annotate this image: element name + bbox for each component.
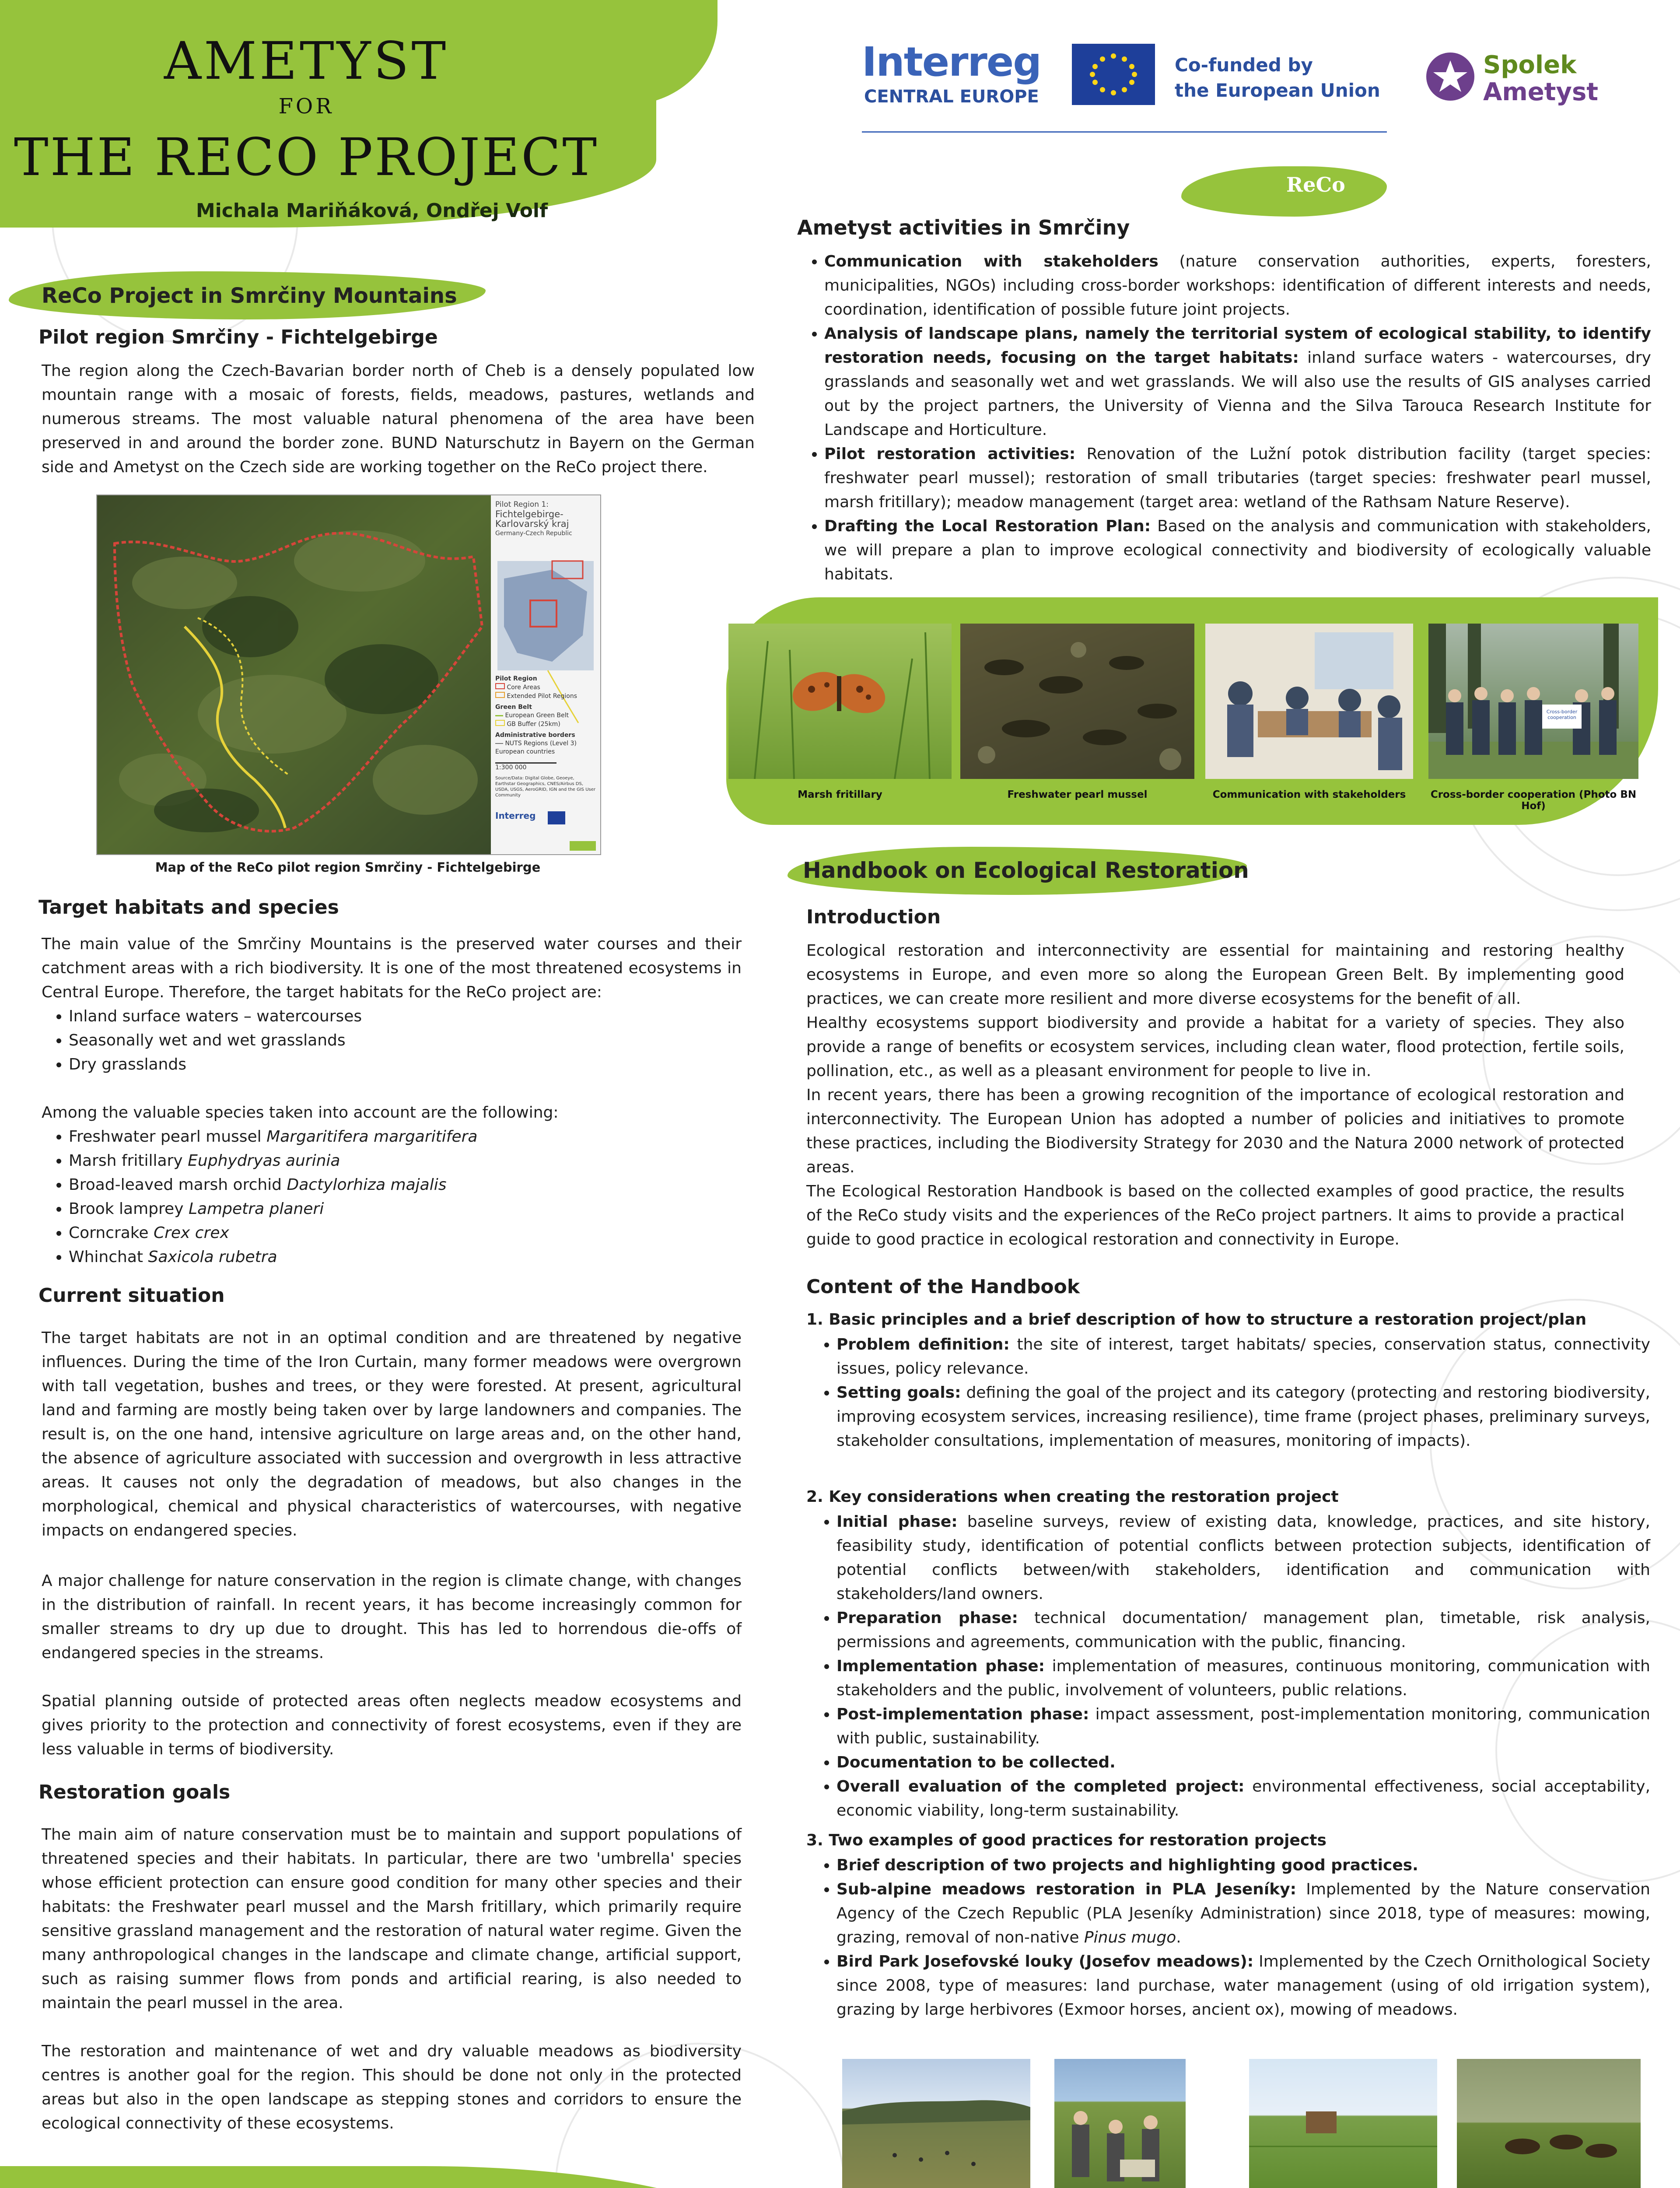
map-eu-flag-icon	[548, 811, 565, 824]
activities-list	[797, 249, 1651, 586]
map-caption: Map of the ReCo pilot region Smrčiny - Fichtelgebirge	[155, 860, 541, 875]
pilot-heading: Pilot region Smrčiny - Fichtelgebirge	[38, 326, 438, 348]
species-intro: Among the valuable species taken into account are the following:	[42, 1104, 559, 1122]
photo-cross-border-cooperation	[1428, 624, 1638, 779]
list-item: • Brook lamprey Lampetra planeri	[69, 1197, 769, 1221]
photo-communication-stakeholders	[1205, 624, 1413, 779]
current-p3: Spatial planning outside of protected areas often neglects meadow ecosystems and gives priority to the protection and connectivity of forest ecosystems, even if they are less valuable in terms of biodiversity.	[42, 1692, 742, 1758]
banner-text: Cross-border cooperation	[1546, 709, 1578, 720]
content-c2-heading: 2. Key considerations when creating the restoration project	[806, 1488, 1339, 1506]
list-item: • Corncrake Crex crex	[69, 1221, 769, 1245]
goals-p2: The restoration and maintenance of wet and dry valuable meadows as biodiversity centres is another goal for the region. This should be done not only in the protected areas but also in the open landscape as stepping stones and corridors to ensure the ecological connectivity of these ecosystems.	[42, 2042, 742, 2132]
photo-jeseniky-people	[1054, 2059, 1186, 2188]
authors: Michala Mariňáková, Ondřej Volf	[196, 200, 548, 222]
list-item: • Whinchat Saxicola rubetra	[69, 1245, 769, 1269]
handbook-heading: Handbook on Ecological Restoration	[803, 858, 1249, 883]
list-item: • Freshwater pearl mussel Margaritifera margaritifera	[69, 1125, 769, 1149]
list-item: • Dry grasslands	[69, 1052, 769, 1076]
photo-freshwater-pearl-mussel	[960, 624, 1194, 779]
photo-josefov-horses	[1457, 2059, 1641, 2188]
intro-p1: Ecological restoration and interconnectivity are essential for maintaining and restoring healthy ecosystems in Europe, and even more so along the European Green Belt. By implementing good practices, we can create more resilient and more diverse ecosystems for the benefit of all.	[806, 942, 1624, 1008]
list-item: • Inland surface waters – watercourses	[69, 1004, 769, 1028]
list-item: • Problem definition: the site of interest, target habitats/ species, conservation status, connectivity issues, policy relevance.	[836, 1332, 1650, 1381]
map-legend-title: Pilot Region 1: Fichtelgebirge- Karlovarský kraj Germany-Czech Republic	[495, 500, 572, 537]
content-c1-heading: 1. Basic principles and a brief description of how to structure a restoration project/plan	[806, 1311, 1587, 1329]
current-p2: A major challenge for nature conservation in the region is climate change, with changes in the distribution of rainfall. In recent years, it has become increasingly common for smaller streams to dry up due to drought. This has led to horrendous die-offs of endangered species in the streams.	[42, 1572, 742, 1662]
title-line2: FOR	[278, 94, 334, 119]
activities-heading: Ametyst activities in Smrčiny	[797, 216, 1130, 239]
content-c3-list	[809, 1853, 1650, 2022]
title-line3: THE RECO PROJECT	[14, 127, 599, 187]
list-item: • Sub-alpine meadows restoration in PLA Jeseníky: Implemented by the Nature conservation Agency of the Czech Republic (PLA Jeseníky Administration) since 2018, type of measures: mowing, grazing, removal of non-native Pinus mugo.	[836, 1877, 1650, 1950]
photo-josefov-meadow	[1249, 2059, 1437, 2188]
content-heading: Content of the Handbook	[806, 1276, 1080, 1298]
interreg-region: CENTRAL EUROPE	[864, 87, 1039, 107]
species-list	[42, 1125, 769, 1269]
list-item: • Implementation phase: implementation of measures, continuous monitoring, communication with stakeholders and the public, involvement of volunteers, public relations.	[836, 1654, 1650, 1702]
pilot-region-map	[96, 494, 601, 855]
content-c3-heading: 3. Two examples of good practices for restoration projects	[806, 1831, 1326, 1849]
goals-heading: Restoration goals	[38, 1781, 231, 1803]
list-item: • Communication with stakeholders (nature conservation authorities, experts, foresters, municipalities, NGOs) including cross-border workshops: identification of different interests and needs, coordination, identification of possible future joint projects.	[824, 249, 1651, 322]
list-item: • Brief description of two projects and highlighting good practices.	[836, 1853, 1650, 1877]
map-interreg-mini: Interreg	[495, 810, 536, 821]
content-c1-list	[809, 1332, 1650, 1453]
photo-caption: Communication with stakeholders	[1212, 789, 1406, 800]
photo-caption: Freshwater pearl mussel	[1007, 789, 1148, 800]
map-legend: Pilot Region Core Areas Extended Pilot Regions Green Belt European Green Belt GB Buffer (25km) Administrative borders NUTS Regions (Level 3) European countries 1:300 000 Source/Data: Digital Globe, Geoeye, Earthstar Geographics, CNES/Airbus DS, USDA, USGS, AeroGRID, IGN and the GIS User Community	[495, 675, 595, 798]
eu-flag-icon	[1072, 44, 1155, 105]
list-item: • Bird Park Josefovské louky (Josefov meadows): Implemented by the Czech Ornithological Society since 2008, type of measures: land purchase, water management (using of old irrigation system), grazing by large herbivores (Exmoor horses, ancient ox), mowing of meadows.	[836, 1950, 1650, 2022]
intro-heading: Introduction	[806, 906, 941, 928]
list-item: • Seasonally wet and wet grasslands	[69, 1028, 769, 1052]
intro-p2: Healthy ecosystems support biodiversity and provide a habitat for a variety of species. They also provide a range of benefits or ecosystem services, including clean water, flood protection, fertile soils, pollination, etc., as well as a pleasant environment for people to live in.	[806, 1014, 1624, 1080]
header-divider	[862, 131, 1387, 133]
map-green-tag	[570, 841, 596, 851]
target-text: The main value of the Smrčiny Mountains is the preserved water courses and their catchment areas with a rich biodiversity. It is one of the most threatened ecosystems in Central Europe. Therefore, the target habitats for the ReCo project are:	[42, 935, 742, 1001]
title-line1: AMETYST	[164, 31, 449, 91]
current-heading: Current situation	[38, 1284, 225, 1307]
ametyst-logo-icon	[1426, 53, 1474, 101]
list-item: • Drafting the Local Restoration Plan: Based on the analysis and communication with stakeholders, we will prepare a plan to improve ecological connectivity and biodiversity of ecologically valuable habitats.	[824, 514, 1651, 586]
habitat-list	[42, 1004, 769, 1076]
goals-p1: The main aim of nature conservation must be to maintain and support populations of threatened species and their habitats. In particular, there are two 'umbrella' species whose efficient protection can ensure good condition for many other species and their habitats: the Freshwater pearl mussel and the Marsh fritillary, which primarily require sensitive grassland management and the restoration of natural water regime. Given the many anthropological changes in the landscape and climate change, artificial support, such as raising summer flows from ponds and artificial rearing, is also needed to maintain the pearl mussel in the area.	[42, 1826, 742, 2012]
list-item: • Post-implementation phase: impact assessment, post-implementation monitoring, communication with public, sustainability.	[836, 1702, 1650, 1750]
list-item: • Initial phase: baseline surveys, review of existing data, knowledge, practices, and site history, feasibility study, identification of potential conflicts between protection subjects, identification of potential conflicts between/with stakeholders, identification and communication with stakeholders/land owners.	[836, 1510, 1650, 1606]
target-heading: Target habitats and species	[38, 896, 339, 919]
photo-caption: Marsh fritillary	[798, 789, 882, 800]
list-item: • Setting goals: defining the goal of the project and its category (protecting and restoring biodiversity, improving ecosystem services, increasing resilience), time frame (project phases, preliminary surveys, stakeholder consultations, implementation of measures, monitoring of impacts).	[836, 1381, 1650, 1453]
list-item: • Overall evaluation of the completed project: environmental effectiveness, social acceptability, economic viability, long-term sustainability.	[836, 1774, 1650, 1823]
current-p1: The target habitats are not in an optimal condition and are threatened by negative influences. During the time of the Iron Curtain, many former meadows were overgrown with tall vegetation, bushes and trees, or they were forested. At present, agricultural land and farming are mostly being taken over by large landowners and companies. The result is, on the one hand, intensive agriculture on large areas and, on the other hand, the absence of agriculture associated with succession and overgrowth in less attractive areas. It causes not only the degradation of meadows, but also changes in the morphological, chemical and physical characteristics of watercourses, with negative impacts on endangered species.	[42, 1329, 742, 1539]
list-item: • Analysis of landscape plans, namely the territorial system of ecological stability, to identify restoration needs, focusing on the target habitats: inland surface waters - watercourses, dry grasslands and seasonally wet and wet grasslands. We will also use the results of GIS analyses carried out by the project partners, the University of Vienna and the Silva Tarouca Research Institute for Landscape and Horticulture.	[824, 322, 1651, 442]
intro-p4: The Ecological Restoration Handbook is based on the collected examples of good practice, the results of the ReCo study visits and the experiences of the ReCo project partners. It aims to provide a practical guide to good practice in ecological restoration and connectivity in Europe.	[806, 1182, 1624, 1248]
list-item: • Pilot restoration activities: Renovation of the Lužní potok distribution facility (target species: freshwater pearl mussel); restoration of small tributaries (target species: freshwater pearl mussel, marsh fritillary); meadow management (target area: wetland of the Rathsam Nature Reserve).	[824, 442, 1651, 514]
photo-caption: Cross-border cooperation (Photo BN Hof)	[1430, 789, 1637, 812]
photo-marsh-fritillary	[728, 624, 952, 779]
content-c2-list	[809, 1510, 1650, 1823]
intro-p3: In recent years, there has been a growing recognition of the importance of ecological restoration and interconnectivity. The European Union has adopted a number of policies and initiatives to promote these practices, including the Biodiversity Strategy for 2030 and the Natura 2000 network of protected areas.	[806, 1086, 1624, 1176]
list-item: • Preparation phase: technical documentation/ management plan, timetable, risk analysis, permissions and agreements, communication with the public, financing.	[836, 1606, 1650, 1654]
cofunded-text: Co-funded by the European Union	[1175, 54, 1380, 101]
list-item: • Documentation to be collected.	[836, 1750, 1650, 1774]
reco-badge: ReCo	[1286, 173, 1345, 196]
spolek-ametyst-text: Spolek Ametyst	[1483, 51, 1599, 106]
pilot-text: The region along the Czech-Bavarian border north of Cheb is a densely populated low mountain range with a mosaic of forests, fields, meadows, pastures, wetlands and numerous streams. The most valuable natural phenomena of the area have been preserved in and around the border zone. BUND Naturschutz in Bayern on the German side and Ametyst on the Czech side are working together on the ReCo project there.	[42, 362, 755, 476]
interreg-logo: Interreg	[862, 39, 1041, 85]
list-item: • Broad-leaved marsh orchid Dactylorhiza majalis	[69, 1173, 769, 1197]
photo-jeseniky-landscape	[842, 2059, 1030, 2188]
section-title-reco: ReCo Project in Smrčiny Mountains	[42, 284, 457, 308]
list-item: • Marsh fritillary Euphydryas aurinia	[69, 1149, 769, 1173]
